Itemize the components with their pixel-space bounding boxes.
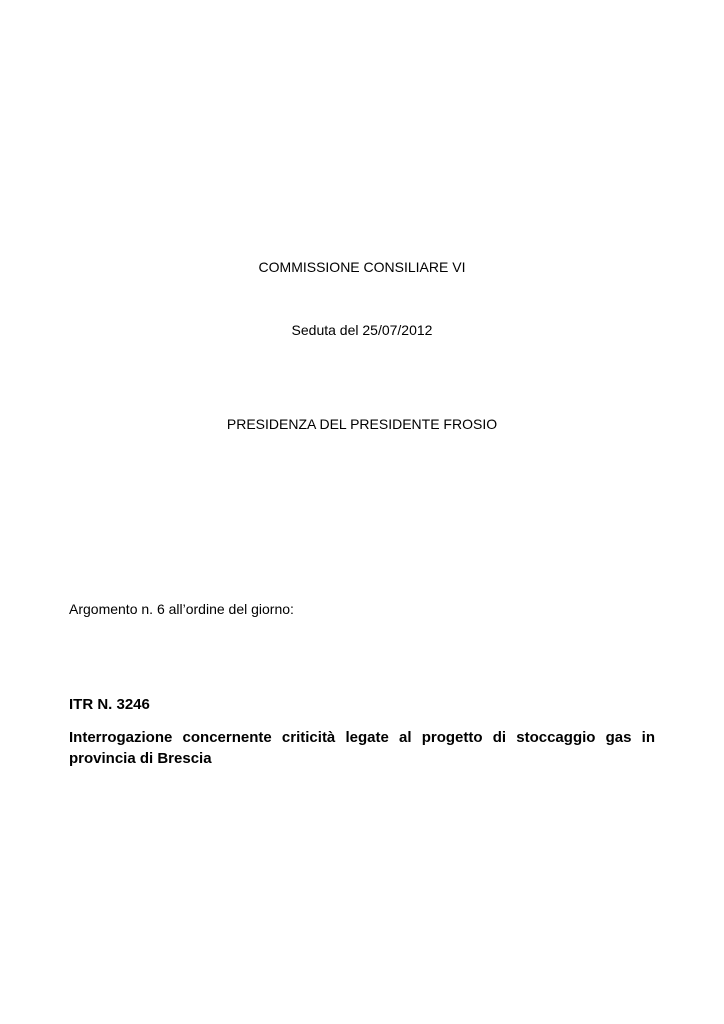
- agenda-item: Argomento n. 6 all’ordine del giorno:: [69, 601, 294, 617]
- interrogation-subject: Interrogazione concernente criticità legate al progetto di stoccaggio gas in provincia di Brescia: [69, 729, 655, 767]
- presidency-line: PRESIDENZA DEL PRESIDENTE FROSIO: [226, 416, 498, 432]
- session-date: Seduta del 25/07/2012: [291, 322, 433, 338]
- commission-title: COMMISSIONE CONSILIARE VI: [258, 259, 466, 275]
- interrogation-number: ITR N. 3246: [69, 696, 150, 713]
